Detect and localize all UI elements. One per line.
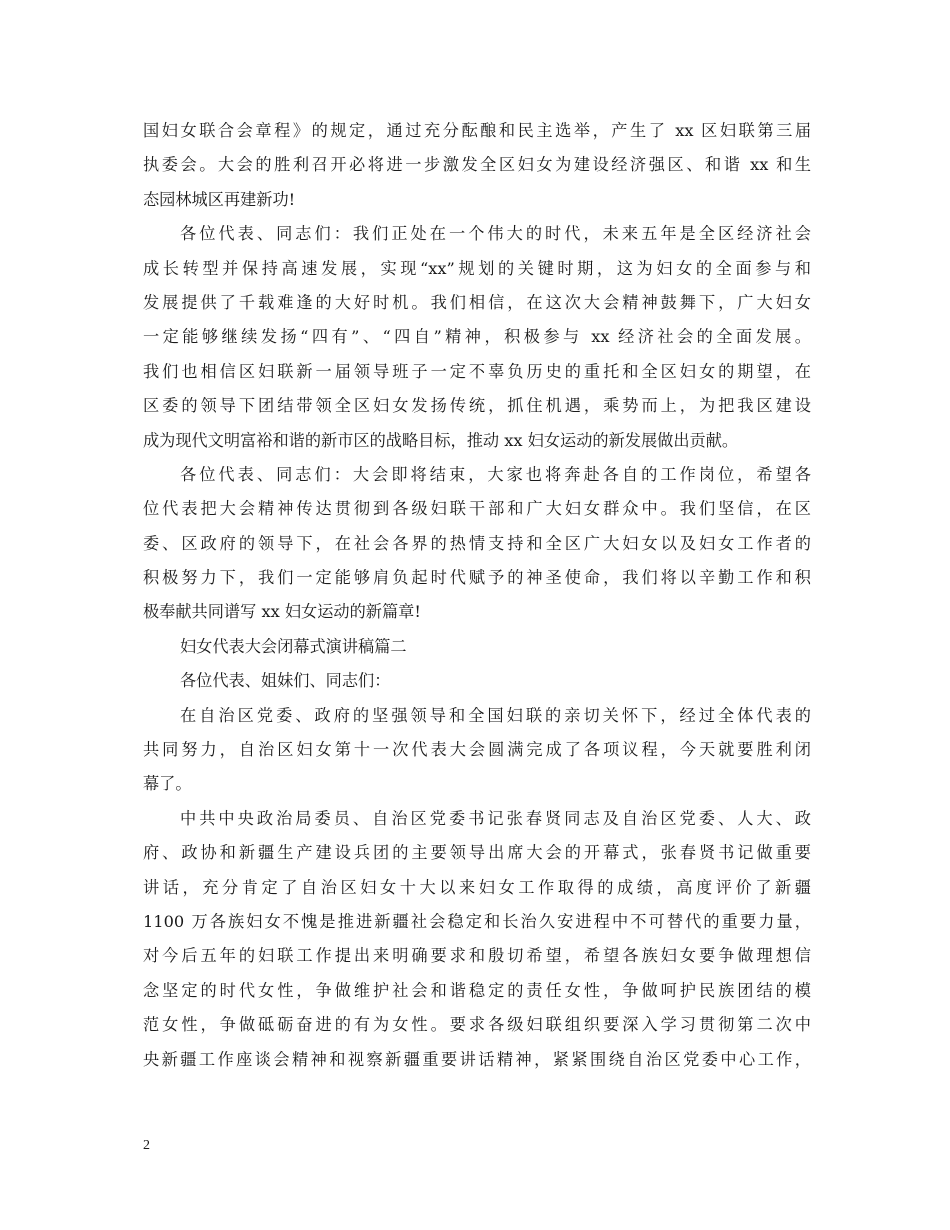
text-line: 各位代表、姐妹们、同志们：: [180, 671, 391, 691]
text-line: 共同努力，自治区妇女第十一次代表大会圆满完成了各项议程，今天就要胜利闭: [143, 740, 811, 760]
text-line: 发展提供了千载难逢的大好时机。我们相信，在这次大会精神鼓舞下，广大妇女: [143, 292, 811, 312]
text-line: 成长转型并保持高速发展，实现“xx”规划的关键时期，这为妇女的全面参与和: [143, 258, 811, 278]
text-line: 念坚定的时代女性，争做维护社会和谐稳定的责任女性，争做呵护民族团结的模: [143, 980, 811, 1000]
text-line: 各位代表、同志们：大会即将结束，大家也将奔赴各自的工作岗位，希望各: [180, 464, 811, 484]
text-line: 范女性，争做砥砺奋进的有为女性。要求各级妇联组织要深入学习贯彻第二次中: [143, 1015, 811, 1035]
text-line: 对今后五年的妇联工作提出来明确要求和殷切希望，希望各族妇女要争做理想信: [143, 946, 811, 966]
text-line: 妇女代表大会闭幕式演讲稿篇二: [180, 636, 407, 656]
text-line: 位代表把大会精神传达贯彻到各级妇联干部和广大妇女群众中。我们坚信，在区: [143, 499, 811, 519]
text-line: 中共中央政治局委员、自治区党委书记张春贤同志及自治区党委、人大、政: [180, 808, 811, 828]
text-line: 1100 万各族妇女不愧是推进新疆社会稳定和长治久安进程中不可替代的重要力量，: [143, 911, 811, 931]
text-line: 执委会。大会的胜利召开必将进一步激发全区妇女为建设经济强区、和谐 xx 和生: [143, 155, 811, 175]
text-line: 委、区政府的领导下，在社会各界的热情支持和全区广大妇女以及妇女工作者的: [143, 533, 811, 553]
text-line: 一定能够继续发扬“四有”、“四自”精神，积极参与 xx 经济社会的全面发展。: [143, 327, 811, 347]
text-line: 幕了。: [143, 774, 192, 794]
text-line: 积极努力下，我们一定能够肩负起时代赋予的神圣使命，我们将以辛勤工作和积: [143, 568, 811, 588]
text-line: 央新疆工作座谈会精神和视察新疆重要讲话精神，紧紧围绕自治区党委中心工作，: [143, 1049, 811, 1069]
text-line: 国妇女联合会章程》的规定，通过充分酝酿和民主选举，产生了 xx 区妇联第三届: [143, 121, 811, 140]
text-line: 区委的领导下团结带领全区妇女发扬传统，抓住机遇，乘势而上，为把我区建设: [143, 396, 811, 416]
page-number: 2: [143, 1138, 150, 1153]
document-body: [143, 114, 811, 1077]
text-line: 成为现代文明富裕和谐的新市区的战略目标，推动 xx 妇女运动的新发展做出贡献。: [143, 430, 739, 450]
text-line: 讲话，充分肯定了自治区妇女十大以来妇女工作取得的成绩，高度评价了新疆: [143, 877, 811, 897]
text-line: 极奉献共同谱写 xx 妇女运动的新篇章!: [143, 602, 421, 622]
text-line: 府、政协和新疆生产建设兵团的主要领导出席大会的开幕式，张春贤书记做重要: [143, 843, 811, 863]
text-line: 在自治区党委、政府的坚强领导和全国妇联的亲切关怀下，经过全体代表的: [180, 705, 811, 725]
text-line: 我们也相信区妇联新一届领导班子一定不辜负历史的重托和全区妇女的期望，在: [143, 361, 811, 381]
text-line: 态园林城区再建新功!: [143, 189, 296, 209]
text-line: 各位代表、同志们：我们正处在一个伟大的时代，未来五年是全区经济社会: [180, 224, 811, 244]
